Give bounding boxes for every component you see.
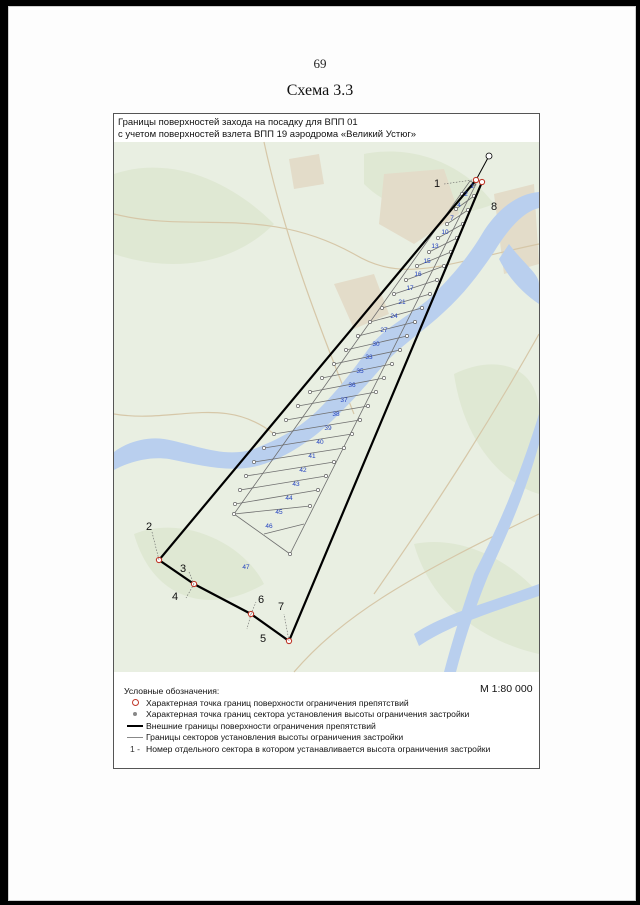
sector-label-2: 2 bbox=[464, 191, 468, 198]
map-frame bbox=[113, 113, 540, 769]
thin-line-icon bbox=[124, 737, 146, 738]
point-label-3: 3 bbox=[180, 563, 187, 575]
legend-item bbox=[124, 732, 529, 744]
legend-item-text: Характерная точка границ поверхности ограничения препятствий bbox=[146, 697, 409, 708]
sector-label-33: 33 bbox=[365, 354, 373, 361]
sector-label-44: 44 bbox=[285, 495, 293, 502]
map-title bbox=[118, 117, 419, 141]
sector-number-symbol: 1 - bbox=[129, 743, 141, 754]
scheme-title: Схема 3.3 bbox=[286, 82, 354, 99]
map-scale: М 1:80 000 bbox=[480, 683, 533, 695]
red-circle-icon bbox=[124, 699, 146, 706]
legend-item bbox=[124, 709, 529, 721]
sector-label-42: 42 bbox=[299, 467, 307, 474]
reference-point-icon bbox=[486, 153, 492, 159]
thick-line-icon bbox=[124, 725, 146, 727]
sector-label-38: 38 bbox=[332, 411, 340, 418]
point-label-2: 2 bbox=[146, 521, 153, 533]
point-label-1: 1 bbox=[434, 178, 441, 190]
legend bbox=[124, 686, 529, 755]
legend-item bbox=[124, 720, 529, 732]
legend-heading: Условные обозначения: bbox=[124, 686, 220, 696]
point-label-7: 7 bbox=[278, 601, 285, 613]
sector-label-4: 4 bbox=[457, 202, 461, 209]
map-title-line-1: Границы поверхностей захода на посадку для ВПП 01 bbox=[118, 117, 358, 128]
sector-label-47: 47 bbox=[242, 564, 250, 571]
legend-item bbox=[124, 697, 529, 709]
sector-label-46: 46 bbox=[265, 523, 273, 530]
sector-label-27: 27 bbox=[380, 327, 388, 334]
gray-dot-icon bbox=[124, 712, 146, 716]
legend-item-text: Номер отдельного сектора в котором устанавливается высота ограничения застройки bbox=[146, 743, 491, 754]
point-label-6: 6 bbox=[258, 594, 265, 606]
sector-label-10: 10 bbox=[441, 229, 449, 236]
sector-label-13: 13 bbox=[431, 243, 439, 250]
point-label-5: 5 bbox=[260, 633, 267, 645]
point-label-4: 4 bbox=[172, 591, 179, 603]
legend-item bbox=[124, 743, 529, 755]
sector-label-41: 41 bbox=[308, 453, 316, 460]
legend-item-text: Внешние границы поверхности ограничения препятствий bbox=[146, 720, 376, 731]
legend-item-text: Границы секторов установления высоты ограничения застройки bbox=[146, 732, 404, 743]
sector-label-39: 39 bbox=[324, 425, 332, 432]
sector-label-35: 35 bbox=[356, 368, 364, 375]
sector-label-45: 45 bbox=[275, 509, 283, 516]
sector-label-40: 40 bbox=[316, 439, 324, 446]
sector-label-43: 43 bbox=[292, 481, 300, 488]
point-label-8: 8 bbox=[491, 201, 498, 213]
sector-label-17: 17 bbox=[406, 285, 414, 292]
sector-label-24: 24 bbox=[390, 313, 398, 320]
sector-label-36: 36 bbox=[348, 382, 356, 389]
sector-label-7: 7 bbox=[450, 215, 454, 222]
map-title-line-2: с учетом поверхностей взлета ВПП 19 аэродрома «Великий Устюг» bbox=[118, 129, 417, 140]
sector-label-21: 21 bbox=[398, 299, 406, 306]
sector-label-37: 37 bbox=[340, 397, 348, 404]
approach-surface-map bbox=[114, 114, 539, 768]
sector-label-30: 30 bbox=[372, 341, 380, 348]
sector-label-1: 1 bbox=[470, 183, 474, 190]
sector-label-16: 16 bbox=[414, 271, 422, 278]
legend-item-text: Характерная точка границ сектора установления высоты ограничения застройки bbox=[146, 709, 470, 720]
sector-label-15: 15 bbox=[423, 258, 431, 265]
page-number: 69 bbox=[313, 56, 327, 71]
